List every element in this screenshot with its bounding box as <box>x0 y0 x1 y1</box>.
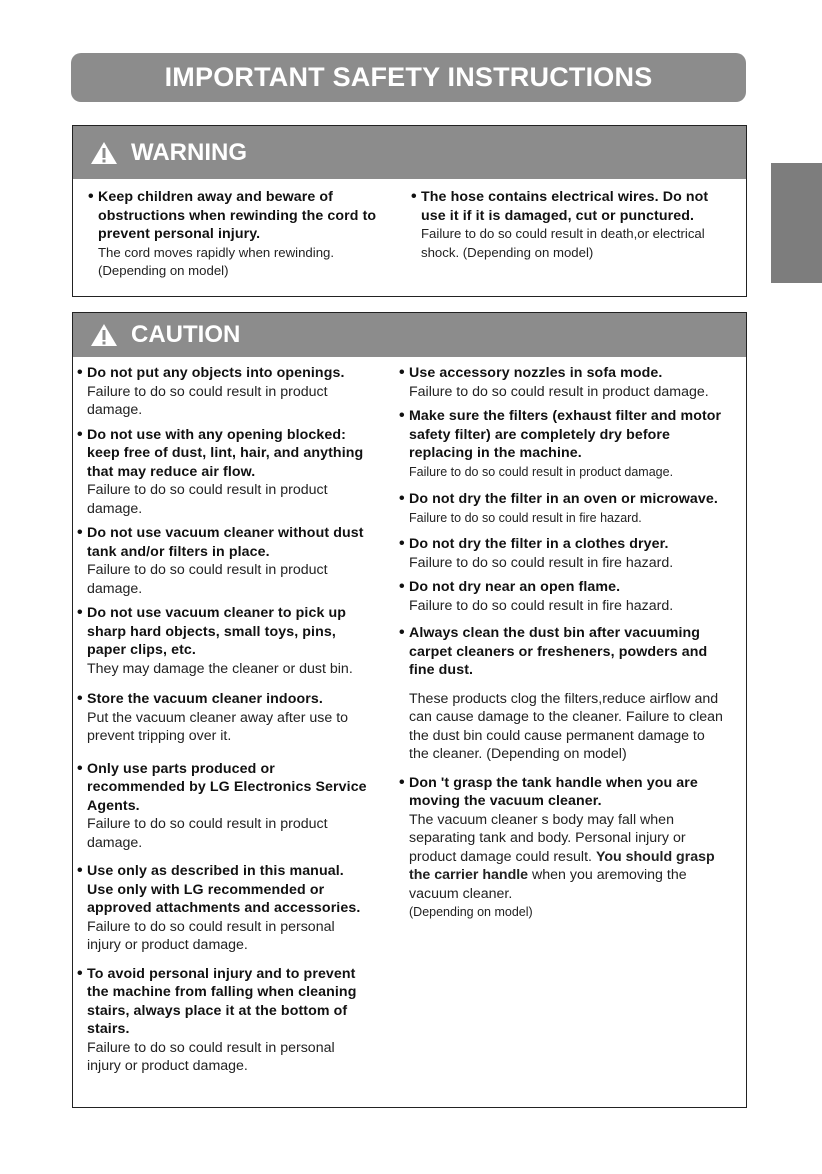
caution-item-title: Do not dry the filter in a clothes dryer. <box>409 536 669 552</box>
warning-box <box>72 125 747 297</box>
caution-item-title: Make sure the filters (exhaust filter and motor safety filter) are completely dry before replacing in the machine. <box>409 408 722 461</box>
caution-item: • Store the vacuum cleaner indoors. Put the vacuum cleaner away after use to prevent tripping over it. <box>73 690 371 746</box>
caution-item-desc <box>409 811 725 922</box>
caution-item-desc: Failure to do so could result in personal injury or product damage. <box>87 918 335 953</box>
caution-item: • Don 't grasp the tank handle when you are moving the vacuum cleaner. The vacuum cleaner s body may fall when separating tank and body. Personal injury or product damage could result. You should grasp the carrier handle when you aremoving the vacuum cleaner. (Depending on model) <box>395 774 725 922</box>
caution-item-title: Do not use vacuum cleaner to pick up sharp hard objects, small toys, pins, paper clips, etc. <box>87 605 347 658</box>
caution-item: • Use only as described in this manual. Use only with LG recommended or approved attachments and accessories. Failure to do so could result in personal injury or product damage. <box>73 862 371 955</box>
caution-item-desc-emphasis: You should grasp the carrier handle <box>409 848 715 883</box>
caution-item-title: Use only as described in this manual. Use only with LG recommended or approved attachments and accessories. <box>87 863 361 916</box>
caution-item-title: Only use parts produced or recommended by LG Electronics Service Agents. <box>87 760 367 814</box>
caution-item: • Do not use vacuum cleaner to pick up sharp hard objects, small toys, pins, paper clips, etc. They may damage the cleaner or dust bin. <box>73 604 371 678</box>
caution-item-desc: Put the vacuum cleaner away after use to prevent tripping over it. <box>87 709 349 744</box>
caution-box <box>72 312 747 1108</box>
caution-item: • Make sure the filters (exhaust filter and motor safety filter) are completely dry before replacing in the machine. Failure to do so could result in product damage. <box>395 407 725 481</box>
caution-item: • Do not dry the filter in a clothes dryer. Failure to do so could result in fire hazard. <box>395 535 725 572</box>
caution-icon <box>89 322 119 348</box>
caution-item-title: Do not use with any opening blocked: keep free of dust, lint, hair, and anything that may reduce air flow. <box>87 426 364 480</box>
caution-item-title: Don 't grasp the tank handle when you are moving the vacuum cleaner. <box>409 774 698 809</box>
caution-item-desc-text: when you aremoving the vacuum cleaner. <box>409 867 687 902</box>
caution-item-title: Do not dry the filter in an oven or microwave. <box>409 491 718 507</box>
caution-header <box>73 313 746 357</box>
caution-item-desc: Failure to do so could result in fire hazard. <box>409 597 674 614</box>
caution-item: • Use accessory nozzles in sofa mode. Failure to do so could result in product damage. <box>395 364 725 401</box>
caution-item-title: Do not use vacuum cleaner without dust tank and/or filters in place. <box>87 525 364 560</box>
warning-icon <box>89 140 119 166</box>
caution-item-title: Store the vacuum cleaner indoors. <box>87 691 323 707</box>
caution-item: • Do not use with any opening blocked: keep free of dust, lint, hair, and anything that may reduce air flow. Failure to do so could result in product damage. <box>73 426 371 519</box>
warning-item-title: Keep children away and beware of obstructions when rewinding the cord to prevent personal injury. <box>98 189 377 242</box>
caution-item-title: Do not dry near an open flame. <box>409 579 621 595</box>
caution-item: • Do not dry near an open flame. Failure to do so could result in fire hazard. <box>395 578 725 615</box>
caution-item-desc: Failure to do so could result in personal injury or product damage. <box>87 1039 335 1074</box>
warning-item-desc: The cord moves rapidly when rewinding. (Depending on model) <box>98 244 335 278</box>
warning-item-title: The hose contains electrical wires. Do not use it if it is damaged, cut or punctured. <box>421 189 709 224</box>
caution-item-desc: Failure to do so could result in product damage. <box>87 562 328 597</box>
caution-item-desc: Failure to do so could result in fire hazard. <box>409 554 674 571</box>
caution-item-title: To avoid personal injury and to prevent the machine from falling when cleaning stairs, always place it at the bottom of stairs. <box>87 965 357 1037</box>
caution-item-desc: Failure to do so could result in fire hazard. <box>409 510 642 525</box>
caution-item-title: Use accessory nozzles in sofa mode. <box>409 365 663 381</box>
caution-item: • Do not put any objects into openings. Failure to do so could result in product damage. <box>73 364 371 420</box>
caution-item-desc: Failure to do so could result in product damage. <box>87 816 328 851</box>
caution-item-note: (Depending on model) <box>409 905 533 919</box>
caution-item-title: Always clean the dust bin after vacuuming carpet cleaners or fresheners, powders and fine dust. <box>409 625 708 678</box>
warning-item-desc: Failure to do so could result in death,or electrical shock. (Depending on model) <box>421 226 705 260</box>
page-title: IMPORTANT SAFETY INSTRUCTIONS <box>164 62 653 92</box>
caution-item-desc: Failure to do so could result in product damage. <box>409 383 709 400</box>
caution-item-desc: Failure to do so could result in product damage. <box>87 482 328 517</box>
caution-item: • Do not use vacuum cleaner without dust tank and/or filters in place. Failure to do so could result in product damage. <box>73 524 371 598</box>
caution-item-desc: They may damage the cleaner or dust bin. <box>87 660 353 677</box>
caution-item-title: Do not put any objects into openings. <box>87 365 345 381</box>
caution-item-desc: Failure to do so could result in product damage. <box>409 464 674 479</box>
caution-item-desc: These products clog the filters,reduce airflow and can cause damage to the cleaner. Failure to clean the dust bin could cause permanent damage to the cleaner. (Depending on model) <box>409 690 723 762</box>
caution-item: • Do not dry the filter in an oven or microwave. Failure to do so could result in fire hazard. <box>395 490 725 527</box>
caution-item-desc-text: The vacuum cleaner s body may fall when separating tank and body. Personal injury or product damage could result. <box>409 811 686 865</box>
warning-item: • The hose contains electrical wires. Do not use it if it is damaged, cut or punctured. Failure to do so could result in death,or electrical shock. (Depending on model) <box>407 188 737 262</box>
title-banner <box>71 53 746 102</box>
warning-heading: WARNING <box>131 138 247 166</box>
section-tab <box>771 163 822 283</box>
caution-item-desc: Failure to do so could result in product damage. <box>87 383 328 418</box>
warning-item: • Keep children away and beware of obstructions when rewinding the cord to prevent personal injury. The cord moves rapidly when rewinding. (Depending on model) <box>84 188 384 281</box>
caution-heading: CAUTION <box>131 321 241 348</box>
caution-item: • Always clean the dust bin after vacuuming carpet cleaners or fresheners, powders and fine dust. These products clog the filters,reduce airflow and can cause damage to the cleaner. Failure to clean the dust bin could cause permanent damage to the cleaner. (Depending on model) <box>395 624 725 764</box>
warning-header <box>73 126 746 179</box>
caution-item: • Only use parts produced or recommended by LG Electronics Service Agents. Failure to do so could result in product damage. <box>73 760 371 853</box>
caution-item: • To avoid personal injury and to prevent the machine from falling when cleaning stairs, always place it at the bottom of stairs. Failure to do so could result in personal injury or product damage. <box>73 965 371 1076</box>
